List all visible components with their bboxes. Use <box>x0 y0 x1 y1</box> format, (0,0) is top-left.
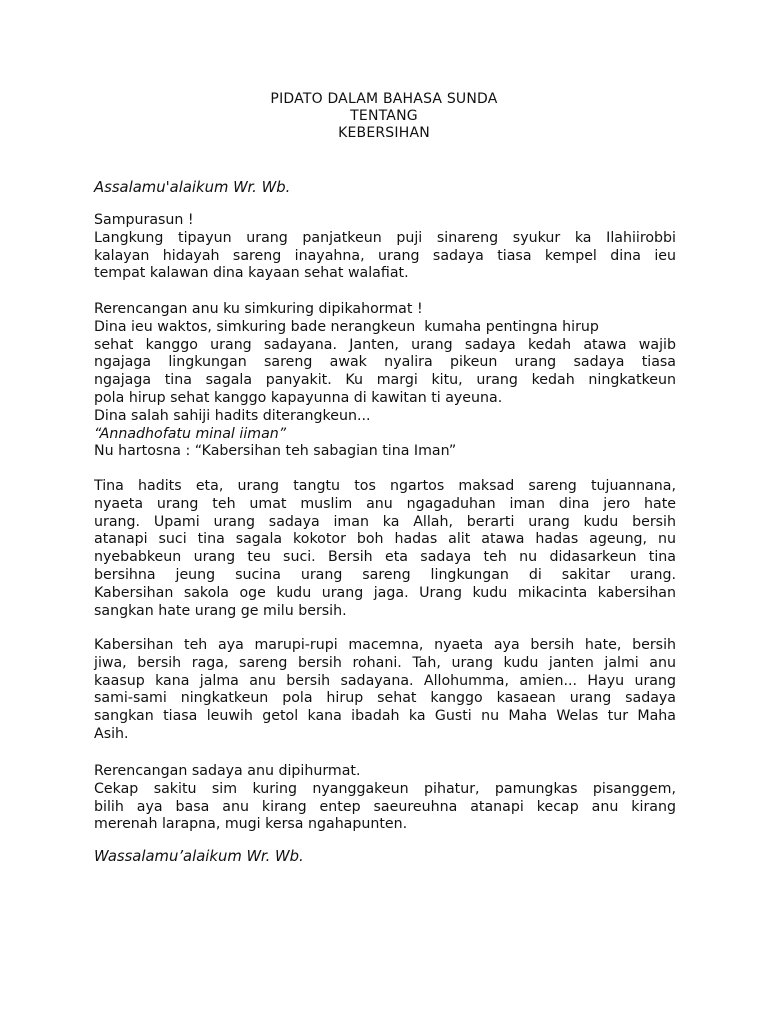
text-line: sami-sami ningkatkeun pola hirup sehat kanggo kasaean urang sadaya <box>94 690 676 707</box>
text-line: Dina ieu waktos, simkuring bade nerangkeun kumaha pentingna hirup <box>94 318 599 335</box>
text-line: pola hirup sehat kanggo kapayunna di kawitan ti ayeuna. <box>94 389 503 406</box>
text-line: Asih. <box>94 725 129 742</box>
paragraph-closing <box>94 763 676 834</box>
text-line: sangkan tiasa leuwih getol kana ibadah ka Gusti nu Maha Welas tur Maha <box>94 708 676 725</box>
closing-salutation: Wassalamu’alaikum Wr. Wb. <box>94 848 304 865</box>
text-line: kalayan hidayah sareng inayahna, urang sadaya tiasa kempel dina ieu <box>94 247 676 264</box>
text-line: bilih aya basa anu kirang entep saeureuhna atanapi kecap anu kirang <box>94 798 676 815</box>
text-line: Cekap sakitu sim kuring nyanggakeun pihatur, pamungkas pisanggem, <box>94 780 676 797</box>
text-line: nyaeta urang teh umat muslim anu ngagaduhan iman dina jero hate <box>94 495 676 512</box>
text-line: sehat kanggo urang sadayana. Janten, urang sadaya kedah atawa wajib <box>94 336 676 353</box>
text-line: Sampurasun ! <box>94 212 194 228</box>
text-line: Rerencangan sadaya anu dipihurmat. <box>94 763 361 779</box>
text-line: Kabersihan sakola oge kudu urang jaga. Urang kudu mikacinta kabersihan <box>94 584 676 601</box>
text-line: urang. Upami urang sadaya iman ka Allah, berarti urang kudu bersih <box>94 513 676 530</box>
text-line: kaasup kana jalma anu bersih sadayana. Allohumma, amien... Hayu urang <box>94 672 676 689</box>
title-line-2: TENTANG <box>350 108 418 124</box>
text-line: Dina salah sahiji hadits diterangkeun... <box>94 407 371 424</box>
text-line: Rerencangan anu ku simkuring dipikahormat ! <box>94 301 423 317</box>
text-line: bersihna jeung sucina urang sareng lingkungan di sakitar urang. <box>94 566 676 583</box>
text-line: atanapi suci tina sagala kokotor boh hadas alit atawa hadas ageung, nu <box>94 531 676 548</box>
greeting: Assalamu'alaikum Wr. Wb. <box>94 179 291 196</box>
text-line: jiwa, bersih raga, sareng bersih rohani. Tah, urang kudu janten jalmi anu <box>94 654 676 671</box>
text-line: ngajaga lingkungan sareng awak nyalira pikeun urang sadaya tiasa <box>94 354 676 371</box>
paragraph-hadith <box>94 301 676 461</box>
paragraph-opening <box>94 212 676 283</box>
title-line-1: PIDATO DALAM BAHASA SUNDA <box>270 91 498 107</box>
text-line: ngajaga tina sagala panyakit. Ku margi kitu, urang kedah ningkatkeun <box>94 372 676 389</box>
hadith-meaning: Nu hartosna : “Kabersihan teh sabagian tina Iman” <box>94 443 457 460</box>
text-line: Langkung tipayun urang panjatkeun puji sinareng syukur ka Ilahiirobbi <box>94 229 676 246</box>
paragraph-explanation <box>94 478 676 620</box>
text-line: nyebabkeun urang teu suci. Bersih eta sadaya teh nu didasarkeun tina <box>94 549 676 566</box>
paragraph-types <box>94 637 676 744</box>
text-line: merenah larapna, mugi kersa ngahapunten. <box>94 816 408 833</box>
text-line: Kabersihan teh aya marupi-rupi macemna, nyaeta aya bersih hate, bersih <box>94 637 676 653</box>
text-line: Tina hadits eta, urang tangtu tos ngartos maksad sareng tujuannana, <box>94 478 676 494</box>
text-line: tempat kalawan dina kayaan sehat walafiat. <box>94 265 409 282</box>
title-line-3: KEBERSIHAN <box>338 125 430 141</box>
text-line: sangkan hate urang ge milu bersih. <box>94 602 347 619</box>
hadith-quote: “Annadhofatu minal iiman” <box>94 425 287 442</box>
